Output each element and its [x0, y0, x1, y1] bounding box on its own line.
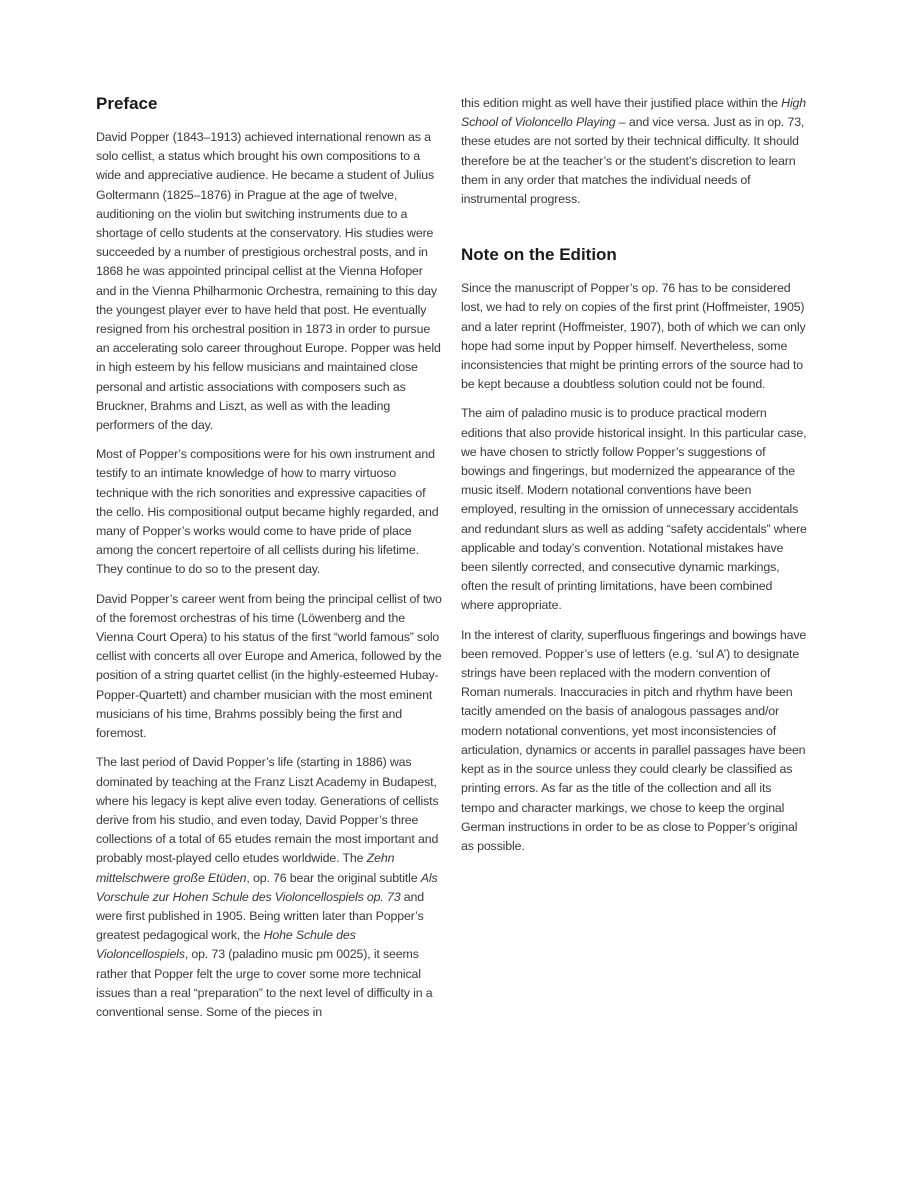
edition-paragraph-1: Since the manuscript of Popper’s op. 76 has to be considered lost, we had to rely on copies of the first print (Hoffmeister, 1905) and a later reprint (Hoffmeister, 1907), both of which we can only hope had some input by Popper himself. Nevertheless, some inconsistencies that might be printing errors of the source had to be kept because a doubtless solution could not be found. — [461, 281, 806, 392]
preface-paragraph-3: David Popper’s career went from being the principal cellist of two of the foremost orchestras of his time (Löwenberg and the Vienna Court Opera) to his status of the first “world famous” solo cellist with concerts all over Europe and America, followed by the position of a string quartet cellist (in the highly-esteemed Hubay-Popper-Quartett) and chamber musician with the most eminent musicians of his time, Brahms possibly being the first and foremost. — [96, 591, 442, 741]
left-column — [96, 92, 442, 1032]
right-column — [461, 94, 807, 866]
edition-paragraph-2: The aim of paladino music is to produce practical modern editions that also provide historical insight. In this particular case, we have chosen to strictly follow Popper’s suggestions of bowings and fingerings, but modernized the appearance of the music itself. Modern notational conventions have been employed, resulting in the omission of unnecessary accidentals and redundant slurs as well as adding “safety accidentals” where applicable and today’s convention. Notational mistakes have been silently corrected, and consecutive dynamic markings, often the result of printing limitations, have been combined where appropriate. — [461, 406, 807, 613]
text-run: and were first published in 1905. Being written later than Popper’s greatest pedagogical work, the — [96, 889, 424, 943]
text-run: this edition might as well have their justified place within the — [461, 96, 782, 110]
work-subtitle: Als Vorschule zur Hohen Schule des Violoncellospiels op. 73 — [96, 870, 438, 904]
work-title: High School of Violoncello Playing — [461, 96, 807, 130]
text-run: , op. 76 bear the original subtitle — [246, 870, 421, 885]
work-title: Zehn mittelschwere große Etüden — [96, 851, 395, 885]
preface-paragraph-4-continued — [461, 94, 807, 209]
text-run: The last period of David Popper’s life (starting in 1886) was dominated by teaching at the Franz Liszt Academy in Budapest, where his legacy is kept alive even today. Generations of cellists derive from his studio, and even today, David Popper’s three collections of a total of 65 etudes remain the most important and probably most-played cello etudes worldwide. The — [96, 755, 439, 866]
preface-heading: Preface — [96, 94, 158, 113]
preface-paragraph-1: David Popper (1843–1913) achieved international renown as a solo cellist, a status which brought his own compositions to a wide and appreciative audience. He became a student of Julius Goltermann (1825–1876) in Prague at the age of twelve, auditioning on the violin but switching instruments due to a shortage of cello students at the conservatory. His studies were succeeded by a number of prestigious orchestral posts, and in 1868 he was appointed principal cellist at the Vienna Hofoper and in the Vienna Philharmonic Orchestra, remaining to this day the youngest player ever to have held that post. He eventually resigned from his orchestral position in 1873 in order to pursue an accelerating solo career throughout Europe. Popper was held in high esteem by his fellow musicians and maintained close personal and artistic associations with composers such as Bruckner, Brahms and Liszt, as well as with the leading performers of the day. — [96, 130, 441, 433]
edition-heading: Note on the Edition — [461, 245, 617, 265]
preface-paragraph-4 — [96, 753, 442, 1022]
work-title: Hohe Schule des Violoncellospiels — [96, 928, 356, 962]
edition-paragraph-3: In the interest of clarity, superfluous fingerings and bowings have been removed. Popper’s use of letters (e.g. ‘sul A’) to designate strings have been replaced with the modern convention of Roman numerals. Inaccuracies in pitch and rhythm have been tacitly amended on the basis of analogous passages and/or modern notational conventions, yet most inconsistencies of articulation, dynamics or accents in parallel passages have been kept as in the source unless they could clearly be classified as printing errors. As far as the title of the collection and all its tempo and character markings, we chose to keep the orginal German instructions in order to be as close to Popper’s original as possible. — [461, 627, 807, 853]
text-run: , op. 73 (paladino music pm 0025), it seems rather that Popper felt the urge to cover some more technical issues than a real “preparation” to the next level of difficulty in a conventional sense. Some of the pieces in — [96, 947, 433, 1019]
text-run: – and vice versa. Just as in op. 73, these etudes are not sorted by their technical difficulty. It should therefore be at the teacher’s or the student’s discretion to learn them in any order that matches the individual needs of instrumental progress. — [461, 115, 805, 207]
preface-paragraph-2: Most of Popper’s compositions were for his own instrument and testify to an intimate knowledge of how to marry virtuoso technique with the rich sonorities and expressive capacities of the cello. His compositional output became highly regarded, and many of Popper’s works would come to have pride of place among the concert repertoire of all cellists during his lifetime. They continue to do so to the present day. — [96, 447, 439, 577]
